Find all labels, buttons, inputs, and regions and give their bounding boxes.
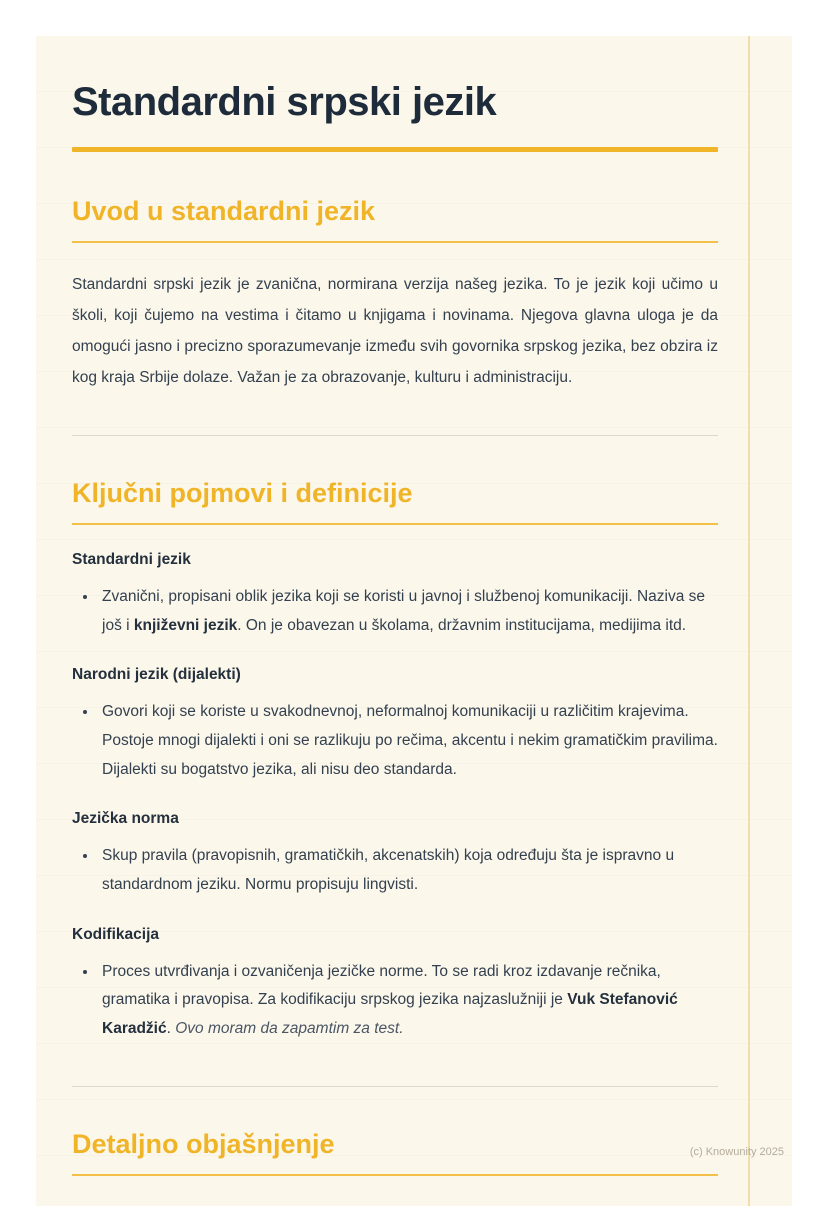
notebook-margin-line: [748, 36, 750, 1206]
section-details: [72, 1129, 718, 1176]
term-list: [72, 698, 718, 784]
term-definition-kodifikacija: [98, 958, 718, 1044]
page-title: Standardni srpski jezik: [72, 80, 497, 124]
term-list: [72, 842, 718, 899]
title-underline-rule: [72, 147, 718, 152]
section-intro: [72, 196, 718, 393]
definition-text: Zvanični, propisani oblik jezika koji se koristi u javnoj i službenoj komunikaciji. Naziva se još i: [102, 588, 706, 634]
section-heading-kljucni-pojmovi: Ključni pojmovi i definicije: [72, 478, 718, 525]
section-divider: [72, 1086, 718, 1087]
term-list: [72, 958, 718, 1044]
term-title-jezicka-norma: Jezička norma: [72, 810, 179, 828]
section-key-terms: [72, 478, 718, 1044]
section-heading-uvod: Uvod u standardni jezik: [72, 196, 718, 243]
term-title-narodni-jezik: Narodni jezik (dijalekti): [72, 666, 241, 684]
term-definition-narodni-jezik: [98, 698, 718, 784]
term-definition-standardni-jezik: [98, 583, 718, 640]
term-title-kodifikacija: Kodifikacija: [72, 925, 159, 943]
definition-text: Skup pravila (pravopisnih, gramatičkih, akcenatskih) koja određuju šta je ispravno u standardnom jeziku. Normu propisuju lingvisti.: [102, 847, 675, 894]
definition-bold-text: Vuk Stefanović Karadžić: [102, 991, 678, 1038]
term-list: [72, 583, 718, 640]
definition-text: Proces utvrđivanja i ozvaničenja jezičke norme. To se radi kroz izdavanje rečnika, gramatika i pravopisa. Za kodifikaciju srpskog jezika najzaslužniji je: [102, 962, 661, 1009]
definition-text: Govori koji se koriste u svakodnevnoj, neformalnoj komunikaciji u različitim krajevima. Postoje mnogi dijalekti i oni se razlikuju po rečima, akcentu i nekim gramatičkim pravilima. Dijalekti su bogatstvo jezika, ali nisu deo standarda.: [102, 703, 718, 778]
section-heading-detaljno: Detaljno objašnjenje: [72, 1129, 718, 1176]
definition-text: .: [166, 1020, 176, 1038]
section-divider: [72, 435, 718, 436]
definition-italic-note: Ovo moram da zapamtim za test.: [175, 1020, 404, 1038]
definition-bold-text: književni jezik: [133, 616, 238, 634]
definition-text: . On je obavezan u školama, državnim institucijama, medijima itd.: [237, 616, 687, 634]
term-title-standardni-jezik: Standardni jezik: [72, 551, 191, 568]
intro-paragraph: Standardni srpski jezik je zvanična, normirana verzija našeg jezika. To je jezik koji učimo u školi, koji čujemo na vestima i čitamo u knjigama i novinama. Njegova glavna uloga je da omogući jasno i precizno sporazumevanje između svih govornika srpskog jezika, bez obzira iz kog kraja Srbije dolaze. Važan je za obrazovanje, kulturu i administraciju.: [72, 276, 718, 386]
document-page: [36, 36, 792, 1206]
term-definition-jezicka-norma: [98, 842, 718, 899]
footer-copyright: (c) Knowunity 2025: [689, 1145, 784, 1158]
